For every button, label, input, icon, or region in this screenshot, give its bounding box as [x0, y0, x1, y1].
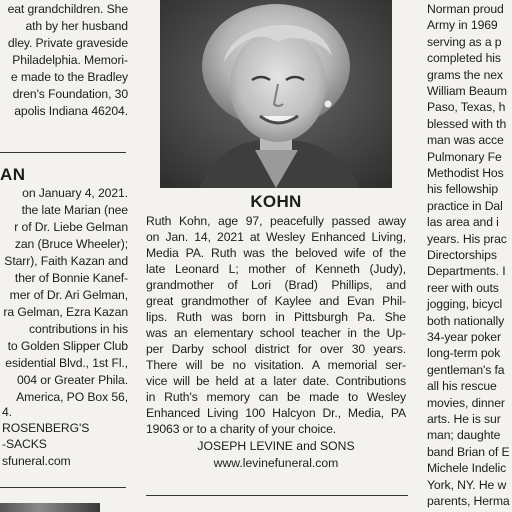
text-line: all his rescue: [427, 379, 497, 394]
left-obituary-column: [0, 0, 130, 512]
text-line: both nationally: [427, 313, 505, 328]
next-obituary-photo: [0, 503, 100, 512]
section-divider: [0, 487, 126, 488]
text-line: serving as a p: [427, 34, 502, 49]
text-line: ra Gelman, Ezra Kazan: [3, 305, 128, 319]
text-line: ath by her husband: [25, 19, 128, 33]
text-line: mer of Dr. Ari Gelman,: [9, 288, 128, 302]
text-line: man was acce: [427, 133, 504, 148]
portrait-photo: [160, 0, 392, 188]
text-line: Departments. I: [427, 264, 506, 279]
text-line: esidential Blvd., 1st Fl.,: [5, 356, 128, 370]
main-obituary: [140, 0, 412, 512]
text-line: Directorships: [427, 248, 497, 262]
funeral-home-website: www.levinefuneral.com: [213, 456, 339, 470]
text-line: movies, dinner: [427, 395, 505, 410]
obituary-name-heading: AN: [0, 165, 26, 184]
funeral-home-website: sfuneral.com: [2, 454, 71, 468]
text-line: There will be no visitation. A memorial ser-: [146, 358, 406, 372]
section-divider: [146, 495, 408, 496]
text-line: ther of Bonnie Kanef-: [14, 271, 128, 285]
text-line: blessed with th: [427, 116, 507, 131]
text-line: lips. Ruth was born in Pittsburgh Pa. She: [146, 310, 406, 324]
text-line: zan (Bruce Wheeler);: [14, 237, 128, 251]
text-line: Paso, Texas, h: [427, 100, 506, 115]
text-line: Norman proud: [427, 2, 504, 16]
text-line: r of Dr. Liebe Gelman: [14, 220, 128, 234]
text-line: Philadelphia. Memori-: [12, 53, 128, 67]
text-line: practice in Dal: [427, 198, 503, 213]
text-line: York, NY. He w: [427, 477, 507, 492]
text-line: arts. He is sur: [427, 412, 501, 426]
text-line: Ruth Kohn, age 97, peacefully passed away: [146, 214, 406, 228]
text-line: grams the nex: [427, 67, 503, 82]
text-line: Michele Indelic: [427, 461, 507, 476]
text-line: Army in 1969: [427, 18, 498, 33]
text-line: in Ruth's memory can be made to Wesley: [146, 390, 406, 404]
text-line: late Leonard L; mother of Kenneth (Judy),: [146, 262, 406, 276]
text-line: eat grandchildren. She: [7, 2, 128, 16]
funeral-home-line: ROSENBERG'S: [2, 421, 90, 435]
text-line: Pulmonary Fe: [427, 149, 502, 164]
text-line: completed his: [427, 51, 501, 66]
text-line: apolis Indiana 46204.: [14, 104, 128, 118]
text-line: 19063 or to a charity of your choice.: [146, 422, 337, 436]
text-line: 4.: [2, 405, 12, 419]
text-line: to Golden Slipper Club: [7, 339, 128, 353]
text-line: 004 or Greater Phila.: [16, 373, 128, 387]
text-line: man; daughte: [427, 428, 501, 443]
text-line: per Darby school district for over 30 years.: [146, 342, 406, 356]
text-line: reer with outs: [427, 280, 499, 295]
text-line: dley. Private graveside: [7, 36, 128, 50]
text-line: Enhanced Living 100 Halcyon Dr., Media, PA: [146, 406, 406, 420]
section-divider: [0, 152, 126, 153]
obituary-name-heading: KOHN: [250, 192, 302, 211]
text-line: America, PO Box 56,: [16, 390, 128, 404]
text-line: dren's Foundation, 30: [12, 87, 128, 101]
text-line: long-term pok: [427, 346, 501, 361]
text-line: las area and i: [427, 215, 499, 230]
text-line: Media PA. Ruth was the beloved wife of the: [146, 246, 406, 260]
text-line: band Brian of E: [427, 444, 510, 459]
text-line: parents, Herma: [427, 494, 510, 508]
text-line: great grandmother of Kaylee and Evan Phil-: [146, 294, 406, 308]
text-line: e made to the Bradley: [10, 70, 128, 84]
text-line: grandmother of Lori (Brad) Phillips, and: [146, 278, 406, 292]
text-line: gentleman's fa: [427, 362, 505, 377]
text-line: on Jan. 14, 2021 at Wesley Enhanced Living,: [146, 230, 406, 244]
text-line: years. His prac: [427, 231, 507, 246]
text-line: William Beaum: [427, 84, 507, 98]
text-line: his fellowship: [427, 182, 499, 197]
funeral-home-name: JOSEPH LEVINE and SONS: [197, 439, 355, 453]
funeral-home-line: -SACKS: [2, 437, 47, 451]
text-line: Starr), Faith Kazan and: [4, 254, 128, 268]
text-line: on January 4, 2021.: [22, 186, 128, 200]
text-line: 34-year poker: [427, 330, 501, 344]
text-line: Methodist Hos: [427, 166, 504, 180]
right-obituary-column: [424, 0, 512, 512]
text-line: vice will be held at a later date. Contributions: [146, 374, 406, 388]
text-line: the late Marian (nee: [21, 203, 128, 217]
text-line: contributions in his: [29, 322, 128, 336]
text-line: was an elementary school teacher in the Up-: [146, 326, 406, 340]
text-line: jogging, bicycl: [427, 297, 503, 312]
